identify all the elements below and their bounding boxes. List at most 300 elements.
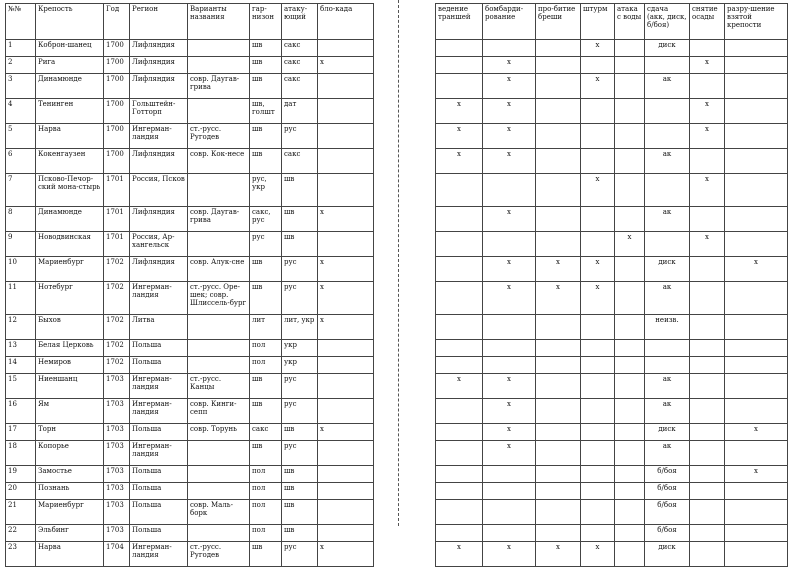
header-attacker: атаку-ющий — [282, 4, 318, 40]
table-row — [6, 282, 374, 315]
table-row — [436, 483, 788, 500]
table-row — [6, 441, 374, 466]
row-number: 8 — [6, 207, 36, 232]
blockade — [318, 340, 374, 357]
bombardment-cell: х — [483, 441, 536, 466]
storm-cell — [581, 424, 615, 441]
destruction-cell: х — [725, 257, 788, 282]
fortress-name: Белая Церковь — [36, 340, 104, 357]
breach-cell — [536, 174, 581, 207]
breach-cell — [536, 483, 581, 500]
destruction-cell — [725, 340, 788, 357]
row-number: 2 — [6, 57, 36, 74]
surrender-cell — [645, 57, 690, 74]
year: 1700 — [104, 57, 130, 74]
year: 1703 — [104, 374, 130, 399]
destruction-cell — [725, 282, 788, 315]
water-attack-cell — [615, 542, 645, 567]
year: 1704 — [104, 542, 130, 567]
garrison: пол — [250, 466, 282, 483]
year: 1703 — [104, 399, 130, 424]
destruction-cell: х — [725, 466, 788, 483]
bombardment-cell — [483, 466, 536, 483]
storm-cell: х — [581, 174, 615, 207]
breach-cell — [536, 315, 581, 340]
year: 1703 — [104, 441, 130, 466]
trench-cell — [436, 340, 483, 357]
garrison: сакс — [250, 424, 282, 441]
name-variants — [188, 174, 250, 207]
fortress-name: Торн — [36, 424, 104, 441]
region: Лифляндия — [130, 74, 188, 99]
lift-siege-cell — [690, 207, 725, 232]
table-row — [6, 483, 374, 500]
table-row — [436, 149, 788, 174]
water-attack-cell — [615, 174, 645, 207]
table-row — [6, 124, 374, 149]
breach-cell — [536, 149, 581, 174]
destruction-cell — [725, 483, 788, 500]
destruction-cell — [725, 374, 788, 399]
region: Литва — [130, 315, 188, 340]
region: Лифляндия — [130, 40, 188, 57]
name-variants — [188, 483, 250, 500]
garrison: рус — [250, 232, 282, 257]
table-row — [436, 424, 788, 441]
header-number: №№ — [6, 4, 36, 40]
row-number: 12 — [6, 315, 36, 340]
lift-siege-cell: х — [690, 124, 725, 149]
row-number: 15 — [6, 374, 36, 399]
name-variants — [188, 340, 250, 357]
destruction-cell — [725, 40, 788, 57]
year: 1702 — [104, 257, 130, 282]
year: 1701 — [104, 174, 130, 207]
blockade — [318, 466, 374, 483]
row-number: 21 — [6, 500, 36, 525]
blockade: х — [318, 542, 374, 567]
lift-siege-cell: х — [690, 57, 725, 74]
storm-cell: х — [581, 74, 615, 99]
surrender-cell: б/боя — [645, 500, 690, 525]
name-variants: совр. Алук-сне — [188, 257, 250, 282]
destruction-cell — [725, 124, 788, 149]
breach-cell — [536, 207, 581, 232]
surrender-cell: диск — [645, 257, 690, 282]
table-row — [436, 340, 788, 357]
bombardment-cell: х — [483, 124, 536, 149]
water-attack-cell — [615, 374, 645, 399]
water-attack-cell: х — [615, 232, 645, 257]
row-number: 13 — [6, 340, 36, 357]
trench-cell — [436, 483, 483, 500]
blockade: х — [318, 257, 374, 282]
garrison: пол — [250, 357, 282, 374]
row-number: 6 — [6, 149, 36, 174]
table-row — [6, 466, 374, 483]
bombardment-cell: х — [483, 542, 536, 567]
blockade — [318, 174, 374, 207]
year: 1703 — [104, 424, 130, 441]
table-row — [436, 542, 788, 567]
bombardment-cell: х — [483, 57, 536, 74]
water-attack-cell — [615, 74, 645, 99]
row-number: 1 — [6, 40, 36, 57]
storm-cell: х — [581, 257, 615, 282]
region: Лифляндия — [130, 57, 188, 74]
year: 1700 — [104, 40, 130, 57]
destruction-cell — [725, 207, 788, 232]
surrender-cell: ак — [645, 441, 690, 466]
water-attack-cell — [615, 340, 645, 357]
garrison: шв — [250, 124, 282, 149]
bombardment-cell — [483, 500, 536, 525]
water-attack-cell — [615, 525, 645, 542]
fortress-name: Рига — [36, 57, 104, 74]
fortress-table-right — [435, 3, 788, 567]
table-row — [6, 149, 374, 174]
table-row — [6, 257, 374, 282]
trench-cell — [436, 232, 483, 257]
table-row — [436, 374, 788, 399]
name-variants: совр. Даугав-грива — [188, 74, 250, 99]
breach-cell — [536, 424, 581, 441]
table-row — [436, 99, 788, 124]
region: Ингерман-ландия — [130, 282, 188, 315]
water-attack-cell — [615, 149, 645, 174]
water-attack-cell — [615, 466, 645, 483]
storm-cell — [581, 207, 615, 232]
breach-cell: х — [536, 542, 581, 567]
year: 1702 — [104, 282, 130, 315]
fortress-name: Новодвинская — [36, 232, 104, 257]
year: 1700 — [104, 149, 130, 174]
header-variants: Варианты названия — [188, 4, 250, 40]
garrison: шв — [250, 257, 282, 282]
breach-cell — [536, 525, 581, 542]
year: 1703 — [104, 466, 130, 483]
water-attack-cell — [615, 124, 645, 149]
fortress-name: Ям — [36, 399, 104, 424]
region: Лифляндия — [130, 207, 188, 232]
bombardment-cell — [483, 315, 536, 340]
garrison: шв — [250, 542, 282, 567]
breach-cell — [536, 40, 581, 57]
bombardment-cell — [483, 525, 536, 542]
lift-siege-cell: х — [690, 99, 725, 124]
trench-cell — [436, 207, 483, 232]
region: Лифляндия — [130, 149, 188, 174]
year: 1702 — [104, 357, 130, 374]
garrison: шв — [250, 74, 282, 99]
garrison: пол — [250, 483, 282, 500]
region: Гольштейн-Готторп — [130, 99, 188, 124]
storm-cell — [581, 500, 615, 525]
storm-cell: х — [581, 282, 615, 315]
bombardment-cell: х — [483, 99, 536, 124]
water-attack-cell — [615, 441, 645, 466]
destruction-cell — [725, 174, 788, 207]
blockade: х — [318, 315, 374, 340]
table-row — [436, 315, 788, 340]
breach-cell: х — [536, 257, 581, 282]
fortress-name: Динамюнде — [36, 207, 104, 232]
region: Польша — [130, 483, 188, 500]
surrender-cell: б/боя — [645, 466, 690, 483]
row-number: 11 — [6, 282, 36, 315]
region: Россия, Ар-хангельск — [130, 232, 188, 257]
destruction-cell — [725, 399, 788, 424]
blockade: х — [318, 57, 374, 74]
right-header-row — [436, 4, 788, 40]
region: Россия, Псков — [130, 174, 188, 207]
fortress-table-left — [5, 3, 374, 567]
name-variants — [188, 232, 250, 257]
attacker: шв — [282, 500, 318, 525]
fortress-name: Эльбинг — [36, 525, 104, 542]
breach-cell — [536, 500, 581, 525]
destruction-cell — [725, 315, 788, 340]
fortress-name: Кокенгаузен — [36, 149, 104, 174]
breach-cell — [536, 124, 581, 149]
trench-cell — [436, 257, 483, 282]
lift-siege-cell — [690, 483, 725, 500]
destruction-cell — [725, 525, 788, 542]
lift-siege-cell — [690, 500, 725, 525]
garrison: лит — [250, 315, 282, 340]
lift-siege-cell — [690, 525, 725, 542]
name-variants: ст.-русс. Ругодев — [188, 542, 250, 567]
table-row — [436, 232, 788, 257]
trench-cell: х — [436, 374, 483, 399]
row-number: 20 — [6, 483, 36, 500]
attacker: шв — [282, 483, 318, 500]
fortress-name: Псково-Печор-ский мона-стырь — [36, 174, 104, 207]
breach-cell — [536, 441, 581, 466]
storm-cell — [581, 466, 615, 483]
table-row — [6, 315, 374, 340]
name-variants: ст.-русс. Канцы — [188, 374, 250, 399]
attacker: шв — [282, 207, 318, 232]
breach-cell — [536, 57, 581, 74]
name-variants — [188, 441, 250, 466]
header-trench: ведение траншей — [436, 4, 483, 40]
region: Польша — [130, 500, 188, 525]
header-water-attack: атака с воды — [615, 4, 645, 40]
lift-siege-cell — [690, 40, 725, 57]
attacker: шв — [282, 174, 318, 207]
attacker: рус — [282, 374, 318, 399]
header-bombardment: бомбарди-рование — [483, 4, 536, 40]
table-row — [436, 74, 788, 99]
year: 1703 — [104, 483, 130, 500]
garrison: сакс, рус — [250, 207, 282, 232]
region: Ингерман-ландия — [130, 399, 188, 424]
garrison: шв — [250, 282, 282, 315]
table-row — [6, 399, 374, 424]
garrison: пол — [250, 525, 282, 542]
storm-cell — [581, 124, 615, 149]
breach-cell: х — [536, 282, 581, 315]
row-number: 19 — [6, 466, 36, 483]
header-lift-siege: снятие осады — [690, 4, 725, 40]
lift-siege-cell — [690, 542, 725, 567]
table-row — [436, 466, 788, 483]
surrender-cell — [645, 174, 690, 207]
year: 1703 — [104, 500, 130, 525]
fortress-name: Замостье — [36, 466, 104, 483]
header-region: Регион — [130, 4, 188, 40]
attacker: сакс — [282, 40, 318, 57]
fortress-name: Копорье — [36, 441, 104, 466]
surrender-cell: ак — [645, 74, 690, 99]
bombardment-cell: х — [483, 74, 536, 99]
row-number: 4 — [6, 99, 36, 124]
region: Польша — [130, 340, 188, 357]
bombardment-cell: х — [483, 374, 536, 399]
lift-siege-cell — [690, 315, 725, 340]
bombardment-cell — [483, 232, 536, 257]
table-row — [6, 500, 374, 525]
name-variants — [188, 525, 250, 542]
name-variants — [188, 315, 250, 340]
table-row — [436, 441, 788, 466]
garrison: шв — [250, 399, 282, 424]
trench-cell — [436, 357, 483, 374]
surrender-cell — [645, 340, 690, 357]
page-divider — [398, 0, 399, 526]
lift-siege-cell — [690, 357, 725, 374]
surrender-cell — [645, 357, 690, 374]
fortress-name: Нарва — [36, 124, 104, 149]
blockade — [318, 500, 374, 525]
attacker: шв — [282, 232, 318, 257]
row-number: 18 — [6, 441, 36, 466]
storm-cell — [581, 374, 615, 399]
row-number: 17 — [6, 424, 36, 441]
lift-siege-cell: х — [690, 174, 725, 207]
attacker: шв — [282, 525, 318, 542]
lift-siege-cell — [690, 399, 725, 424]
storm-cell — [581, 232, 615, 257]
region: Польша — [130, 424, 188, 441]
bombardment-cell — [483, 40, 536, 57]
name-variants — [188, 466, 250, 483]
blockade: х — [318, 207, 374, 232]
bombardment-cell: х — [483, 424, 536, 441]
breach-cell — [536, 399, 581, 424]
year: 1700 — [104, 124, 130, 149]
blockade — [318, 483, 374, 500]
storm-cell — [581, 99, 615, 124]
garrison: пол — [250, 340, 282, 357]
name-variants — [188, 57, 250, 74]
table-row — [6, 424, 374, 441]
attacker: рус — [282, 257, 318, 282]
table-row — [436, 174, 788, 207]
year: 1701 — [104, 232, 130, 257]
table-row — [6, 340, 374, 357]
trench-cell: х — [436, 542, 483, 567]
destruction-cell — [725, 232, 788, 257]
name-variants: совр. Кок-несе — [188, 149, 250, 174]
name-variants — [188, 99, 250, 124]
destruction-cell — [725, 149, 788, 174]
storm-cell — [581, 441, 615, 466]
garrison: шв — [250, 40, 282, 57]
trench-cell — [436, 174, 483, 207]
blockade: х — [318, 282, 374, 315]
garrison: шв — [250, 57, 282, 74]
fortress-name: Познань — [36, 483, 104, 500]
row-number: 16 — [6, 399, 36, 424]
row-number: 23 — [6, 542, 36, 567]
storm-cell — [581, 399, 615, 424]
left-header-row — [6, 4, 374, 40]
destruction-cell — [725, 500, 788, 525]
surrender-cell — [645, 232, 690, 257]
attacker: рус — [282, 282, 318, 315]
lift-siege-cell — [690, 466, 725, 483]
bombardment-cell: х — [483, 282, 536, 315]
attacker: рус — [282, 399, 318, 424]
bombardment-cell: х — [483, 207, 536, 232]
region: Польша — [130, 466, 188, 483]
table-row — [6, 74, 374, 99]
trench-cell — [436, 74, 483, 99]
row-number: 14 — [6, 357, 36, 374]
water-attack-cell — [615, 99, 645, 124]
attacker: шв — [282, 466, 318, 483]
destruction-cell — [725, 99, 788, 124]
blockade — [318, 74, 374, 99]
storm-cell — [581, 149, 615, 174]
breach-cell — [536, 340, 581, 357]
attacker: сакс — [282, 74, 318, 99]
attacker: укр — [282, 357, 318, 374]
destruction-cell: х — [725, 424, 788, 441]
trench-cell: х — [436, 99, 483, 124]
blockade — [318, 357, 374, 374]
row-number: 7 — [6, 174, 36, 207]
breach-cell — [536, 74, 581, 99]
garrison: шв, голшт — [250, 99, 282, 124]
table-row — [436, 282, 788, 315]
destruction-cell — [725, 441, 788, 466]
name-variants: совр. Даугав-грива — [188, 207, 250, 232]
blockade: х — [318, 424, 374, 441]
header-fortress: Крепость — [36, 4, 104, 40]
surrender-cell: ак — [645, 207, 690, 232]
blockade — [318, 399, 374, 424]
lift-siege-cell — [690, 282, 725, 315]
breach-cell — [536, 466, 581, 483]
table-row — [6, 207, 374, 232]
header-blockade: бло-када — [318, 4, 374, 40]
water-attack-cell — [615, 207, 645, 232]
name-variants — [188, 357, 250, 374]
fortress-name: Мариенбург — [36, 500, 104, 525]
table-row — [6, 357, 374, 374]
water-attack-cell — [615, 357, 645, 374]
trench-cell — [436, 466, 483, 483]
trench-cell — [436, 282, 483, 315]
trench-cell — [436, 525, 483, 542]
bombardment-cell — [483, 483, 536, 500]
destruction-cell — [725, 542, 788, 567]
garrison: шв — [250, 149, 282, 174]
table-row — [436, 525, 788, 542]
